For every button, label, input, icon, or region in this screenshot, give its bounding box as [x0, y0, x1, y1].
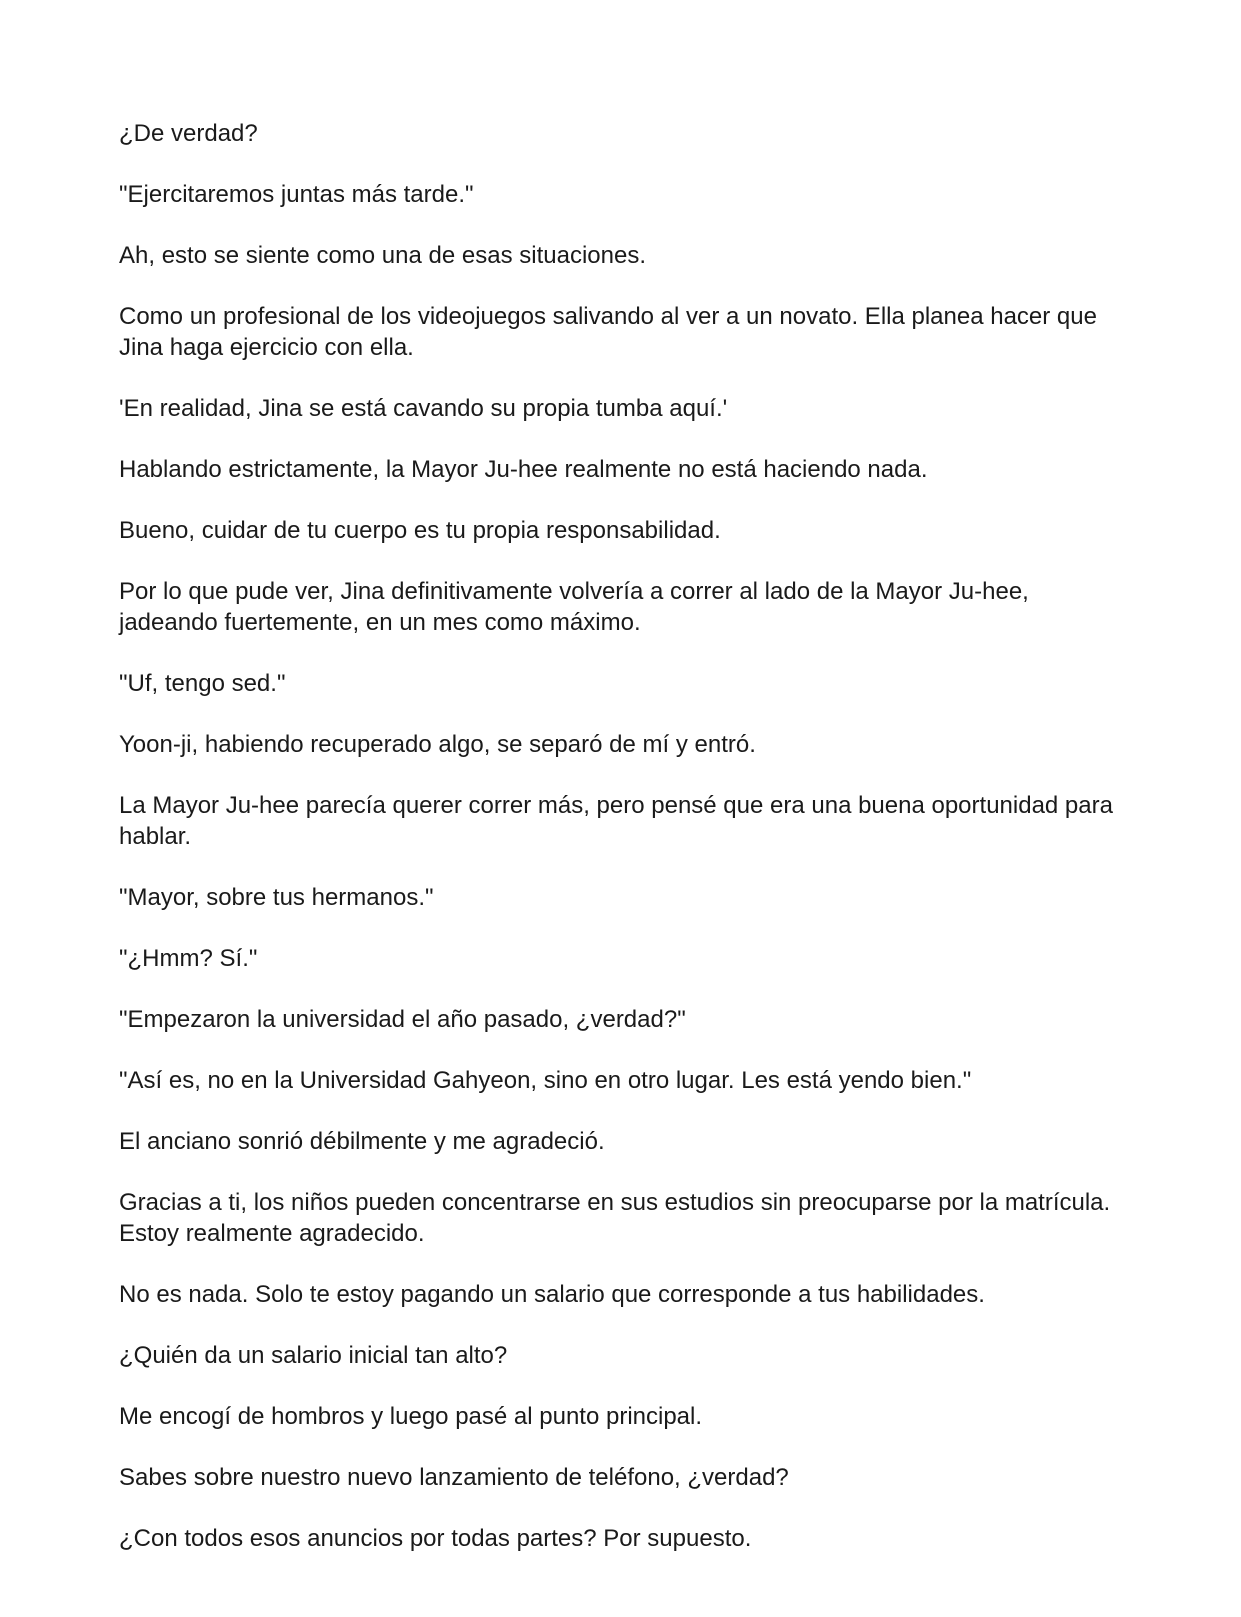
- paragraph: Yoon-ji, habiendo recuperado algo, se separó de mí y entró.: [119, 731, 756, 758]
- paragraph: Sabes sobre nuestro nuevo lanzamiento de teléfono, ¿verdad?: [119, 1464, 789, 1491]
- paragraph: Ah, esto se siente como una de esas situaciones.: [119, 242, 646, 269]
- text-body: [119, 118, 1129, 1584]
- paragraph: Bueno, cuidar de tu cuerpo es tu propia responsabilidad.: [119, 517, 721, 544]
- paragraph: Como un profesional de los videojuegos salivando al ver a un novato. Ella planea hacer que Jina haga ejercicio con ella.: [119, 303, 1097, 361]
- paragraph: "Empezaron la universidad el año pasado, ¿verdad?": [119, 1006, 686, 1033]
- paragraph: ¿De verdad?: [119, 120, 258, 147]
- paragraph: "Así es, no en la Universidad Gahyeon, sino en otro lugar. Les está yendo bien.": [119, 1067, 972, 1094]
- paragraph: La Mayor Ju-hee parecía querer correr más, pero pensé que era una buena oportunidad para hablar.: [119, 792, 1113, 850]
- paragraph: Hablando estrictamente, la Mayor Ju-hee realmente no está haciendo nada.: [119, 456, 928, 483]
- paragraph: 'En realidad, Jina se está cavando su propia tumba aquí.': [119, 395, 728, 422]
- paragraph: "Uf, tengo sed.": [119, 670, 286, 697]
- paragraph: "¿Hmm? Sí.": [119, 945, 258, 972]
- paragraph: "Ejercitaremos juntas más tarde.": [119, 181, 474, 208]
- paragraph: Por lo que pude ver, Jina definitivamente volvería a correr al lado de la Mayor Ju-hee, jadeando fuertemente, en un mes como máximo.: [119, 578, 1029, 636]
- paragraph: Gracias a ti, los niños pueden concentrarse en sus estudios sin preocuparse por la matrícula. Estoy realmente agradecido.: [119, 1189, 1111, 1247]
- paragraph: ¿Quién da un salario inicial tan alto?: [119, 1342, 508, 1369]
- paragraph: El anciano sonrió débilmente y me agradeció.: [119, 1128, 605, 1155]
- paragraph: No es nada. Solo te estoy pagando un salario que corresponde a tus habilidades.: [119, 1281, 985, 1308]
- paragraph: Me encogí de hombros y luego pasé al punto principal.: [119, 1403, 703, 1430]
- paragraph: "Mayor, sobre tus hermanos.": [119, 884, 434, 911]
- paragraph: ¿Con todos esos anuncios por todas partes? Por supuesto.: [119, 1525, 752, 1552]
